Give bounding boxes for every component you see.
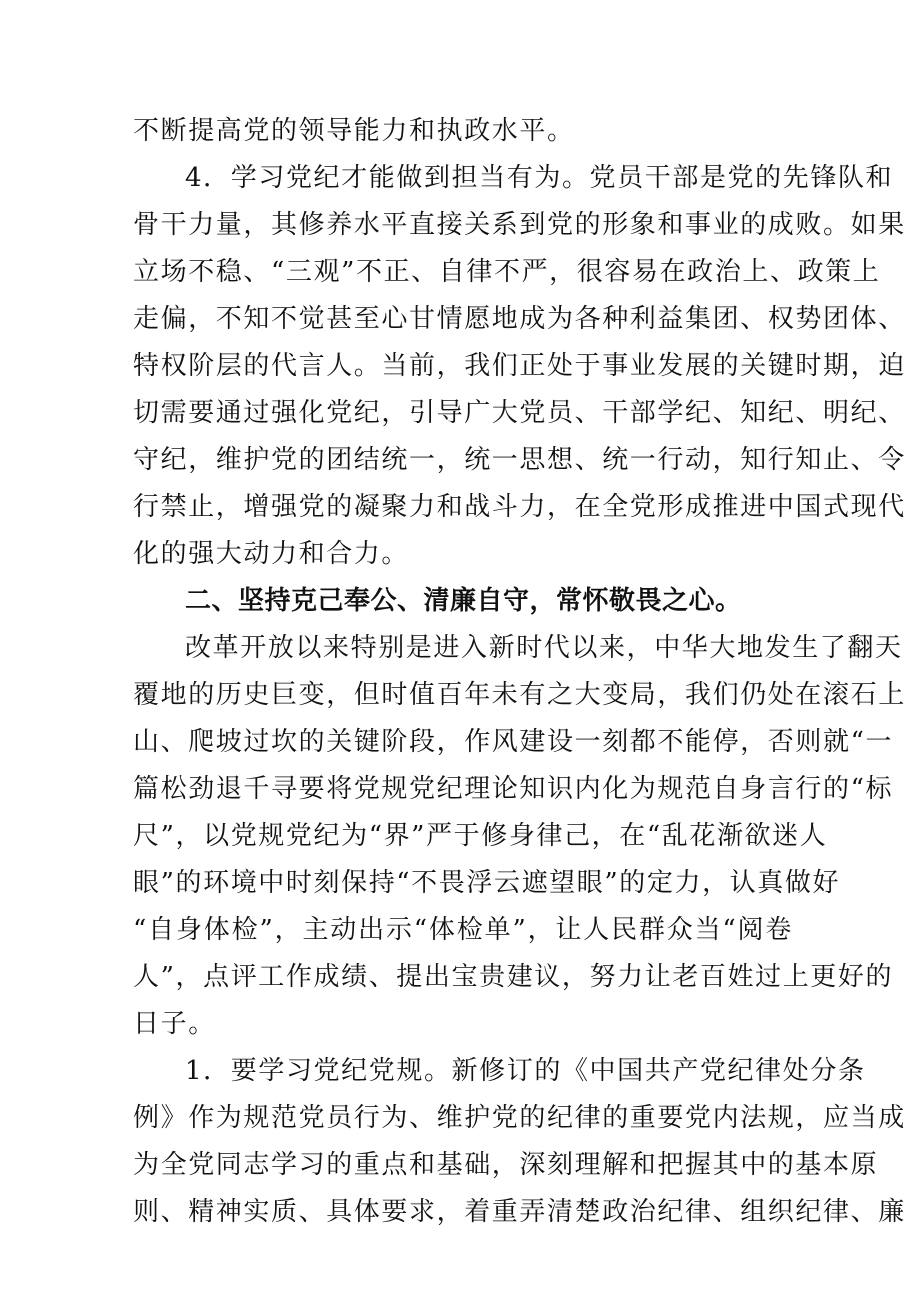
text-line: 1．要学习党纪党规。新修订的《中国共产党纪律处分条: [185, 1056, 866, 1086]
text-line: 骨干力量，其修养水平直接关系到党的形象和事业的成败。如果: [133, 210, 906, 240]
text-line: 切需要通过强化党纪，引导广大党员、干部学纪、知纪、明纪、: [133, 398, 906, 428]
text-line: 改革开放以来特别是进入新时代以来，中华大地发生了翻天: [185, 633, 903, 663]
text-line: 行禁止，增强党的凝聚力和战斗力，在全党形成推进中国式现代: [133, 492, 906, 522]
text-line: 特权阶层的代言人。当前，我们正处于事业发展的关键时期，迫: [133, 351, 906, 381]
text-line: 日子。: [133, 1009, 216, 1039]
text-line: 覆地的历史巨变，但时值百年未有之大变局，我们仍处在滚石上: [133, 680, 906, 710]
text-line: 为全党同志学习的重点和基础，深刻理解和把握其中的基本原: [133, 1150, 879, 1180]
text-line: 尺”，以党规党纪为“界”严于修身律己，在“乱花渐欲迷人: [133, 821, 828, 851]
text-line: 化的强大动力和合力。: [133, 539, 410, 569]
text-line: 眼”的环境中时刻保持“不畏浮云遮望眼”的定力，认真做好: [133, 868, 841, 898]
text-line: 例》作为规范党员行为、维护党的纪律的重要党内法规，应当成: [133, 1103, 906, 1133]
text-line: 守纪，维护党的团结统一，统一思想、统一行动，知行知止、令: [133, 445, 906, 475]
text-line: 走偏，不知不觉甚至心甘情愿地成为各种利益集团、权势团体、: [133, 304, 906, 334]
text-line: 4．学习党纪才能做到担当有为。党员干部是党的先锋队和: [185, 163, 894, 193]
text-line: 不断提高党的领导能力和执政水平。: [133, 116, 575, 146]
text-line: 人”，点评工作成绩、提出宝贵建议，努力让老百姓过上更好的: [133, 962, 894, 992]
text-line: 则、精神实质、具体要求，着重弄清楚政治纪律、组织纪律、廉: [133, 1197, 906, 1227]
text-line: “自身体检”，主动出示“体检单”，让人民群众当“阅卷: [133, 915, 793, 945]
section-heading: 二、坚持克己奉公、清廉自守，常怀敬畏之心。: [185, 586, 742, 616]
text-line: 篇松劲退千寻要将党规党纪理论知识内化为规范自身言行的“标: [133, 774, 894, 804]
text-line: 山、爬坡过坎的关键阶段，作风建设一刻都不能停，否则就“一: [133, 727, 894, 757]
text-line: 立场不稳、“三观”不正、自律不严，很容易在政治上、政策上: [133, 257, 881, 287]
